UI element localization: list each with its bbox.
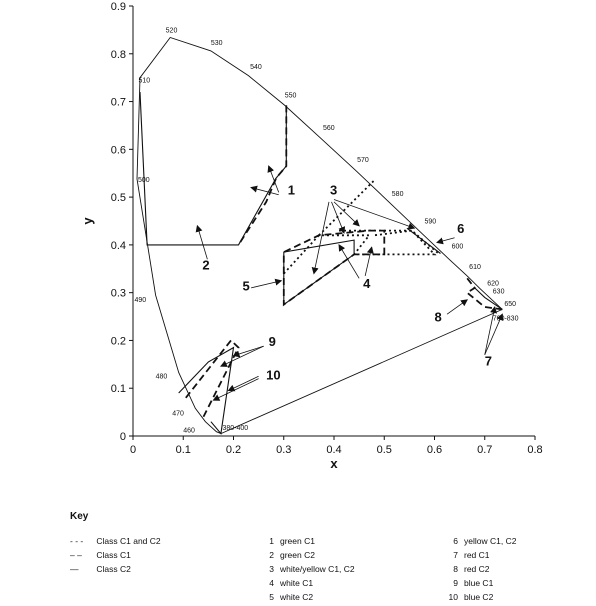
key-entry-7 <box>446 550 490 560</box>
callout-arrow <box>437 238 455 243</box>
x-tick-label: 0.3 <box>276 444 292 456</box>
key-entry-label: blue C1 <box>464 578 494 588</box>
key-entry-8 <box>446 564 490 574</box>
key-entry-label: red C2 <box>464 564 490 574</box>
wavelength-label: 650 <box>504 301 517 309</box>
key-entry-number: 9 <box>453 578 458 588</box>
key-entry-label: white/yellow C1, C2 <box>280 564 355 574</box>
regions-layer <box>140 92 502 434</box>
key-style-pattern: - - - <box>70 536 84 546</box>
callout-label-6: 6 <box>457 220 465 236</box>
y-tick-label: 0 <box>119 431 126 443</box>
y-tick-label: 0.7 <box>110 96 126 109</box>
key-style-pattern: — <box>70 564 79 574</box>
y-tick-label: 0.8 <box>110 48 126 61</box>
callout-label-7: 7 <box>484 353 492 369</box>
key-entry-number: 6 <box>453 536 458 546</box>
y-tick-label: 0.5 <box>110 192 126 205</box>
wavelength-label: 490 <box>134 297 147 305</box>
region-boundary <box>319 180 374 235</box>
key-entry-label: white C1 <box>280 578 314 588</box>
y-tick-label: 0.9 <box>110 1 126 13</box>
y-tick-label: 0.4 <box>110 239 126 252</box>
y-tick-label: 0.1 <box>110 383 126 396</box>
key-entry-6 <box>446 536 516 546</box>
region-boundary <box>407 228 441 253</box>
wavelength-label: 540 <box>250 64 262 72</box>
wavelength-label: 460 <box>183 427 195 435</box>
wavelength-label: 560 <box>322 125 335 133</box>
wavelength-label: 620 <box>487 280 499 288</box>
key-entry-number: 7 <box>453 550 458 560</box>
callout-arrow <box>197 226 207 259</box>
wavelength-label: 610 <box>469 263 481 271</box>
wavelength-label: 550 <box>284 92 297 100</box>
y-axis-label: y <box>80 217 95 225</box>
x-tick-label: 0 <box>129 444 137 456</box>
x-tick-label: 0.4 <box>326 444 342 456</box>
key-style-c2 <box>70 564 131 574</box>
key-entry-3 <box>262 564 355 574</box>
key-entry-number: 3 <box>269 564 274 574</box>
key-entry-label: blue C2 <box>464 592 494 602</box>
callout-arrow <box>447 300 467 314</box>
x-tick-label: 0.7 <box>477 444 493 456</box>
callout-arrow <box>334 202 359 226</box>
callout-label-10: 10 <box>266 367 281 383</box>
purple-line <box>221 309 502 433</box>
key-entry-number: 2 <box>269 550 274 560</box>
key-entry-number: 10 <box>448 592 458 602</box>
x-tick-label: 0.8 <box>527 444 543 456</box>
region-boundary <box>140 92 286 245</box>
x-tick-label: 0.6 <box>426 444 443 456</box>
key-title: Key <box>70 511 89 522</box>
callout-arrow <box>314 202 329 274</box>
callout-label-5: 5 <box>242 278 250 294</box>
x-tick-label: 0.2 <box>225 444 242 456</box>
callout-arrow <box>251 281 281 288</box>
wavelength-label: 510 <box>138 77 151 85</box>
wavelength-label: 630 <box>492 288 505 296</box>
callout-arrow <box>251 188 279 195</box>
key-entry-label: yellow C1, C2 <box>464 536 517 546</box>
x-tick-label: 0.1 <box>175 444 191 456</box>
wavelength-label: 590 <box>424 218 437 226</box>
wavelength-label: 700-830 <box>492 315 519 323</box>
key-entry-5 <box>262 592 313 602</box>
key-style-label: Class C2 <box>96 564 131 574</box>
x-axis-label: x <box>330 456 338 471</box>
wavelength-label: 480 <box>155 373 168 381</box>
key-style-label: Class C1 and C2 <box>96 536 161 546</box>
key-entry-number: 8 <box>453 564 458 574</box>
callout-label-3: 3 <box>329 182 338 198</box>
key-entry-number: 4 <box>269 578 274 588</box>
key-entry-2 <box>262 550 315 560</box>
y-tick-label: 0.6 <box>110 144 126 157</box>
key-entry-number: 5 <box>269 592 274 602</box>
y-tick-label: 0.3 <box>110 287 126 300</box>
key-entry-10 <box>446 592 493 602</box>
callout-arrow <box>485 307 495 355</box>
callout-arrow <box>365 247 372 276</box>
callouts-layer <box>197 166 502 400</box>
callout-label-9: 9 <box>268 334 276 350</box>
callout-label-8: 8 <box>434 309 442 325</box>
wavelength-label: 580 <box>391 191 404 199</box>
wavelength-label: 380-400 <box>222 424 249 432</box>
callout-label-1: 1 <box>287 182 296 198</box>
key-style-both <box>70 536 161 546</box>
key-entry-label: white C2 <box>280 592 314 602</box>
key-entry-4 <box>262 578 313 588</box>
region-boundary <box>284 231 435 274</box>
key-entry-label: green C2 <box>280 550 315 560</box>
x-tick-label: 0.5 <box>376 444 392 456</box>
wavelength-label: 500 <box>138 176 150 184</box>
callout-arrow <box>228 376 258 390</box>
callout-label-4: 4 <box>363 275 371 291</box>
key-style-c1 <box>70 550 131 560</box>
key-entry-label: red C1 <box>464 550 490 560</box>
callout-arrow <box>331 202 344 233</box>
wavelength-label: 600 <box>451 243 464 251</box>
key-entry-label: green C1 <box>280 536 315 546</box>
key-entry-9 <box>446 578 493 588</box>
key-entry-number: 1 <box>269 536 274 546</box>
callout-label-2: 2 <box>202 257 210 273</box>
y-tick-label: 0.2 <box>110 335 126 348</box>
wavelength-label: 470 <box>172 410 184 418</box>
wavelength-label: 520 <box>165 27 178 35</box>
wavelength-label: 570 <box>357 157 369 165</box>
key-style-pattern: – – <box>70 550 82 560</box>
key-style-label: Class C1 <box>96 550 131 560</box>
wavelength-label: 530 <box>210 40 223 48</box>
callout-arrow <box>221 346 264 366</box>
callout-arrow <box>339 245 359 278</box>
key-entry-1 <box>262 536 315 546</box>
